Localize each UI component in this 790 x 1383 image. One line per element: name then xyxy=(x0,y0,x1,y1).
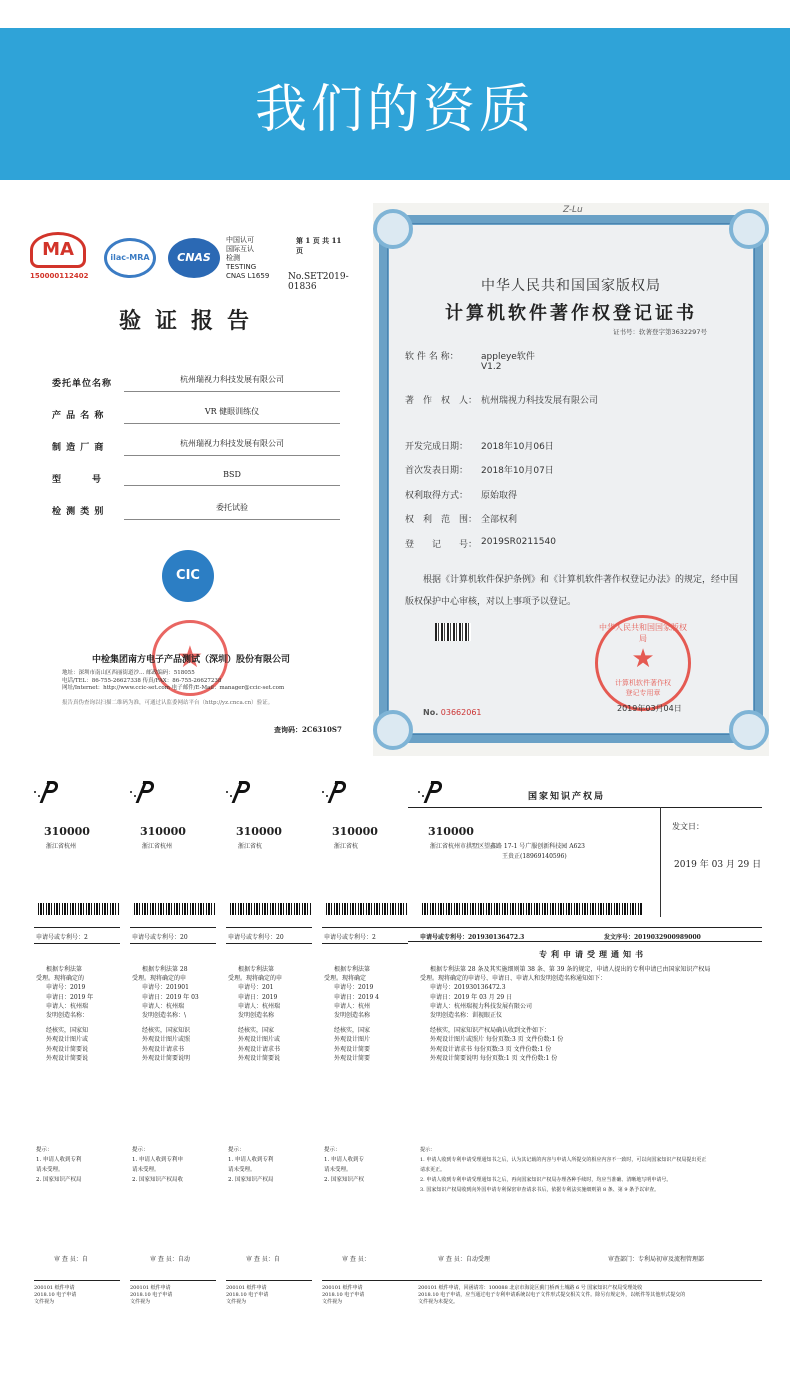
application-number: 申请号或专利号：20 xyxy=(228,934,284,941)
postal-code: 310000 xyxy=(428,825,474,838)
row-label: 型 号 xyxy=(52,475,103,485)
tip-line: 3. 国家知识产权局收到向外国申请专利保密审查请求书后，依据专利法实施细则第 8 条、第 9 条予以审查。 xyxy=(420,1187,660,1193)
application-number: 申请号或专利号：2 xyxy=(36,934,88,941)
address-line: 网址/Internet：http://www.ccic-set.com 电子邮件/E-Mail：manager@ccic-set.com xyxy=(62,685,285,691)
reviewer: 审 查 员：自动 xyxy=(150,1256,190,1263)
notice-tips xyxy=(228,1145,312,1185)
divider xyxy=(130,1280,216,1281)
body-line: 申请号：2019 xyxy=(334,984,374,992)
recipient-address: 浙江省杭 xyxy=(238,843,263,850)
body-line: 外观设计简要 xyxy=(334,1054,371,1062)
ornament-corner-icon xyxy=(373,710,413,750)
body-line: 外观设计请求书 xyxy=(238,1045,281,1053)
divider xyxy=(226,943,312,944)
software-copyright-certificate xyxy=(373,203,769,756)
ornament-corner-icon xyxy=(729,710,769,750)
serial-label: No. xyxy=(423,708,439,717)
tip-line: 请求更正。 xyxy=(420,1167,446,1173)
divider-vertical xyxy=(660,807,661,917)
cnipa-logo-icon xyxy=(224,781,250,805)
row-value: VR 健眼训练仪 xyxy=(124,406,340,424)
body-line: 申请号：201 xyxy=(238,984,274,992)
body-line: 外观设计图片或 xyxy=(46,1036,89,1044)
tip-line: 提示： xyxy=(324,1147,341,1153)
review-department: 审查部门：专利局初审及流程管理部 xyxy=(608,1256,705,1263)
notice-tips xyxy=(36,1145,120,1185)
footer-line: 200101 纸件申请 xyxy=(130,1285,171,1291)
tip-line: 2. 国家知识产权局 xyxy=(228,1177,274,1183)
divider xyxy=(226,927,312,928)
divider xyxy=(322,943,408,944)
patent-barcode-icon xyxy=(38,903,120,915)
patent-acceptance-notice xyxy=(408,773,772,1363)
notice-footer xyxy=(34,1285,76,1306)
tip-line: 提示： xyxy=(132,1147,149,1153)
body-line: 根据专利法第 xyxy=(238,966,275,973)
seal-text: 计算机软件著作权 xyxy=(615,679,671,687)
tip-line: 2. 申请人收到专利申请受理通知书之后，再向国家知识产权局办理各种手续时，均应当准确、清晰地写明申请号。 xyxy=(420,1177,672,1183)
report-note: 报告真伪查询以扫描二维码为准，可通过认监委网站平台（http://yz.cnca.cn）验证。 xyxy=(62,700,274,706)
cnipa-logo-icon xyxy=(416,781,442,805)
row-label: 制 造 厂 商 xyxy=(52,443,105,453)
field-label: 权 利 范 围： xyxy=(405,515,478,525)
divider xyxy=(322,927,408,928)
body-line: 外观设计图片 xyxy=(334,1036,371,1044)
ma-mark-icon: MA xyxy=(30,232,86,268)
footer-line: 2018.10 电子申请 xyxy=(226,1292,269,1298)
cnas-text-line: 国际互认 xyxy=(226,245,254,253)
body-line: 经核实，国家 xyxy=(334,1027,371,1035)
body-line: 受理。现将确定的申 xyxy=(132,975,187,983)
cnas-text-line: 检测 xyxy=(226,254,240,262)
postal-code: 310000 xyxy=(236,825,282,838)
notice-body xyxy=(420,965,772,1063)
body-line: 受理。现将确定的申请号、申请日、申请人和发明创造名称通知如下： xyxy=(420,975,607,983)
body-line: 申请号：201930136472.3 xyxy=(430,984,506,992)
tip-line: 2. 国家知识产权局 xyxy=(36,1177,82,1183)
header-banner xyxy=(0,28,790,180)
field-label: 权利取得方式： xyxy=(405,491,469,501)
body-line: 外观设计图片或 xyxy=(238,1036,281,1044)
divider xyxy=(34,1280,120,1281)
tip-line: 请未受理。 xyxy=(228,1167,256,1173)
reviewer: 审 查 员： xyxy=(342,1256,370,1263)
body-line: 发明创造名称：训视眼正仪 xyxy=(430,1012,503,1020)
footer-line: 200101 纸件申请 xyxy=(226,1285,267,1291)
address-line: 地址：深圳市南山区西丽街道沙… 邮政编码：518055 xyxy=(62,670,195,676)
body-line: 发明创造名称 xyxy=(238,1012,275,1020)
footer-line: 2018.10 电子申请 xyxy=(130,1292,173,1298)
reviewer: 审 查 员：自动受理 xyxy=(438,1256,490,1263)
patent-notice-stacked xyxy=(24,773,120,1363)
footer-line: 文件视为 xyxy=(130,1299,151,1305)
cnas-logo-icon: CNAS xyxy=(168,238,220,278)
postal-code: 310000 xyxy=(140,825,186,838)
body-line: 外观设计简要说 xyxy=(46,1045,89,1053)
body-line: 申请人：杭州瑞 xyxy=(238,1002,281,1010)
body-line: 外观设计简要说明 xyxy=(142,1054,191,1062)
footer-line: 文件视为 xyxy=(322,1299,343,1305)
document-number xyxy=(604,932,701,941)
field-value: appleye软件 xyxy=(481,352,535,362)
footer-line: 2018.10 电子申请，应当通过电子专利申请系统以电子文件形式提交相关文件。除另有规定外，以纸件等其他形式提交的 xyxy=(418,1292,686,1298)
certificate-serial xyxy=(423,708,482,717)
body-line: 受理。现将确定的 xyxy=(36,975,85,983)
footer-line: 200101 纸件申请 xyxy=(322,1285,363,1291)
notice-tips xyxy=(324,1145,408,1185)
seal-arc-text: 中华人民共和国国家版权局 xyxy=(599,623,687,643)
field-label: 首次发表日期： xyxy=(405,466,469,476)
divider xyxy=(322,1280,408,1281)
document-number-value: 发文序号：2019032900989000 xyxy=(604,934,701,941)
body-line: 外观设计请求书 xyxy=(142,1045,185,1053)
reviewer: 审 查 员：自 xyxy=(54,1256,88,1263)
body-line: 外观设计图片或照 xyxy=(142,1036,191,1044)
row-value: BSD xyxy=(124,470,340,486)
notice-tips xyxy=(132,1145,216,1185)
patent-barcode-icon xyxy=(134,903,216,915)
patent-barcode-icon xyxy=(422,903,642,915)
body-line: 经核实，国家知识 xyxy=(142,1027,191,1035)
body-line: 申请日：2019 年 03 xyxy=(142,993,199,1001)
company-address xyxy=(62,670,354,693)
seal-star-icon: ★ xyxy=(631,644,655,674)
cnipa-logo-icon xyxy=(320,781,346,805)
tip-line: 1. 申请人收到专利申请受理通知书之后，认为其记载的内容与申请人所提交的相应内容不一致时，可以向国家知识产权局提出更正 xyxy=(420,1157,707,1163)
tip-line: 请未受理。 xyxy=(132,1167,160,1173)
handwritten-mark: Z-Lu xyxy=(563,205,583,215)
tip-line: 1. 申请人收到专利申 xyxy=(132,1157,183,1163)
recipient-contact: 王贵正(18969140596) xyxy=(502,853,567,860)
tip-line: 提示： xyxy=(420,1147,436,1153)
cnas-text xyxy=(226,236,269,281)
page-info: 第 1 页 共 11 页 xyxy=(296,236,342,255)
certificate-barcode-icon xyxy=(435,623,471,641)
report-row xyxy=(52,498,342,528)
postal-code: 310000 xyxy=(44,825,90,838)
body-line: 外观设计请求书 每份页数:3 页 文件份数:1 份 xyxy=(430,1045,552,1053)
certificate-number: 证书号：软著登字第3632297号 xyxy=(613,328,707,336)
divider xyxy=(408,927,762,928)
divider xyxy=(34,927,120,928)
tip-line: 1. 申请人收到专 xyxy=(324,1157,364,1163)
notice-body xyxy=(324,965,408,1063)
body-line: 外观设计简要说明 每份页数:1 页 文件份数:1 份 xyxy=(430,1054,558,1062)
report-row xyxy=(52,434,342,464)
tip-line: 提示： xyxy=(228,1147,245,1153)
verification-report xyxy=(22,220,360,740)
testing-company-name: 中检集团南方电子产品测试（深圳）股份有限公司 xyxy=(91,655,290,665)
field-label: 软 件 名 称： xyxy=(405,352,459,362)
footer-line: 文件视为 xyxy=(226,1299,247,1305)
seal-text: 登记专用章 xyxy=(625,689,661,697)
ma-logo xyxy=(30,232,88,288)
body-line: 根据专利法第 xyxy=(334,966,371,973)
body-line: 申请日：2019 年 03 月 29 日 xyxy=(430,993,513,1001)
body-line: 经核实，国家知 xyxy=(46,1027,89,1035)
report-row xyxy=(52,466,342,496)
notice-footer xyxy=(322,1285,364,1306)
body-line: 受理。现将确定 xyxy=(324,975,367,983)
cic-logo-icon: CIC xyxy=(162,550,214,602)
body-line: 经核实，国家知识产权局确认收到文件如下： xyxy=(430,1027,551,1035)
reviewer: 审 查 员：自 xyxy=(246,1256,280,1263)
row-value: 杭州瑞视力科技发展有限公司 xyxy=(124,374,340,392)
row-label: 检 测 类 别 xyxy=(52,507,105,517)
body-line: 申请日：2019 4 xyxy=(334,993,379,1001)
field-label: 登 记 号： xyxy=(405,540,478,550)
body-line: 外观设计图片或照片 每份页数:3 页 文件份数:1 份 xyxy=(430,1036,564,1044)
certificate-date: 2019年03月04日 xyxy=(617,704,682,713)
body-line: 申请号：2019 xyxy=(46,984,86,992)
field-value: 2019SR0211540 xyxy=(481,537,556,547)
serial-value: 03662061 xyxy=(440,708,482,717)
notice-body xyxy=(36,965,120,1063)
notice-footer xyxy=(418,1285,685,1306)
body-line: 根据专利法第 xyxy=(46,966,83,973)
field-label: 开发完成日期： xyxy=(405,442,469,452)
divider xyxy=(408,1280,762,1281)
issuing-office: 国家知识产权局 xyxy=(528,792,606,802)
send-date-label: 发文日： xyxy=(672,822,704,831)
field-value: 杭州瑞视力科技发展有限公司 xyxy=(481,396,599,406)
body-line: 根据专利法第 28 条及其实施细则第 38 条、第 39 条的规定，申请人提出的专利申请已由国家知识产权局 xyxy=(430,966,711,973)
address-line: 电话/TEL：86-755-26627338 传真/FAX：86-755-26627238 xyxy=(62,677,222,684)
field-label: 著 作 权 人： xyxy=(405,396,478,406)
recipient-address: 浙江省杭州 xyxy=(46,843,77,850)
field-value: V1.2 xyxy=(481,362,502,372)
row-label: 委托单位名称 xyxy=(52,379,113,389)
footer-line: 2018.10 电子申请 xyxy=(34,1292,77,1298)
divider xyxy=(408,941,762,942)
tip-line: 2. 国家知识产权局收 xyxy=(132,1177,183,1183)
query-code: 查询码：2C6310S7 xyxy=(274,725,342,734)
body-line: 外观设计简要说 xyxy=(46,1054,89,1062)
cnas-text-line: TESTING xyxy=(226,263,257,271)
ornament-corner-icon xyxy=(729,209,769,249)
field-value: 2018年10月07日 xyxy=(481,466,554,476)
patent-barcode-icon xyxy=(230,903,312,915)
notice-footer xyxy=(226,1285,268,1306)
report-logos xyxy=(30,232,350,292)
application-number xyxy=(420,932,524,941)
red-seal-stamp-icon: ★ xyxy=(152,620,228,696)
recipient-address: 浙江省杭州市拱墅区望鑫路 17-1 号广服创新科技园 A623 xyxy=(430,843,585,850)
application-number: 申请号或专利号：2 xyxy=(324,934,376,941)
patent-notice-stacked xyxy=(312,773,408,1363)
report-title: 验证报告 xyxy=(118,309,263,334)
body-line: 发明创造名称： xyxy=(46,1012,89,1020)
footer-line: 200101 纸件申请 xyxy=(34,1285,75,1291)
tip-line: 请未受理。 xyxy=(324,1167,352,1173)
body-line: 受理。现将确定的申 xyxy=(228,975,283,983)
ma-number: 150000112402 xyxy=(30,272,89,280)
certificate-title: 计算机软件著作权登记证书 xyxy=(445,303,697,324)
ornament-corner-icon xyxy=(373,209,413,249)
ilac-mra-logo-icon: ilac-MRA xyxy=(104,238,156,278)
body-line: 申请人：杭州瑞 xyxy=(46,1002,89,1010)
patent-notice-stacked xyxy=(120,773,216,1363)
recipient-address: 浙江省杭 xyxy=(334,843,359,850)
send-date: 2019 年 03 月 29 日 xyxy=(674,860,762,870)
body-line: 申请人：杭州瑞视力科技发展有限公司 xyxy=(430,1002,533,1010)
report-doc-number: No.SET2019-01836 xyxy=(288,272,349,292)
certificate-authority: 中华人民共和国国家版权局 xyxy=(481,278,661,294)
body-line: 发明创造名称 xyxy=(334,1012,371,1020)
tip-line: 提示： xyxy=(36,1147,53,1153)
field-value: 原始取得 xyxy=(481,491,518,501)
divider xyxy=(130,943,216,944)
footer-line: 文件视为 xyxy=(34,1299,55,1305)
application-number-value: 申请号或专利号：201930136472.3 xyxy=(420,934,525,941)
postal-code: 310000 xyxy=(332,825,378,838)
divider xyxy=(34,943,120,944)
body-line: 经核实，国家 xyxy=(238,1027,275,1035)
patent-barcode-icon xyxy=(326,903,408,915)
body-line: 申请人：杭州瑞 xyxy=(142,1002,185,1010)
cnipa-logo-icon xyxy=(128,781,154,805)
recipient-address: 浙江省杭州 xyxy=(142,843,173,850)
row-label: 产 品 名 称 xyxy=(52,411,105,421)
divider xyxy=(408,807,762,808)
notice-body xyxy=(132,965,216,1063)
tip-line: 1. 申请人收到专利 xyxy=(36,1157,82,1163)
report-row xyxy=(52,402,342,432)
body-line: 申请号：201901 xyxy=(142,984,189,992)
notice-tips xyxy=(420,1145,772,1195)
row-value: 杭州瑞视力科技发展有限公司 xyxy=(124,438,340,456)
field-value: 全部权利 xyxy=(481,515,518,525)
row-value: 委托试验 xyxy=(124,502,340,520)
body-line: 申请人：杭州 xyxy=(334,1002,371,1010)
patent-notice-stacked xyxy=(216,773,312,1363)
page-title: 我们的资质 xyxy=(254,79,535,140)
body-line: 发明创造名称：\ xyxy=(142,1012,187,1020)
tip-line: 1. 申请人收到专利 xyxy=(228,1157,274,1163)
cnipa-logo-icon xyxy=(32,781,58,805)
tip-line: 请未受理。 xyxy=(36,1167,64,1173)
footer-line: 2018.10 电子申请 xyxy=(322,1292,365,1298)
tip-line: 2. 国家知识产权 xyxy=(324,1177,364,1183)
copyright-seal-stamp xyxy=(595,615,691,711)
divider xyxy=(130,927,216,928)
body-line: 根据专利法第 28 xyxy=(142,966,188,973)
body-line: 外观设计简要说 xyxy=(238,1054,281,1062)
body-line: 申请日：2019 年 xyxy=(46,993,94,1001)
body-line: 申请日：2019 xyxy=(238,993,278,1001)
notice-body xyxy=(228,965,312,1063)
certificate-paragraph: 根据《计算机软件保护条例》和《计算机软件著作权登记办法》的规定，经中国版权保护中心审核，对以上事项予以登记。 xyxy=(405,575,739,607)
notice-title: 专利申请受理通知书 xyxy=(539,949,647,959)
application-number: 申请号或专利号：20 xyxy=(132,934,188,941)
body-line: 外观设计简要 xyxy=(334,1045,371,1053)
divider xyxy=(226,1280,312,1281)
footer-line: 200101 纸件申请，回函请寄：100088 北京市海淀区蓟门桥西土城路 6 号 国家知识产权局受理处收 xyxy=(418,1285,643,1291)
cnas-text-line: 中国认可 xyxy=(226,236,254,244)
notice-footer xyxy=(130,1285,172,1306)
cnas-text-line: CNAS L1659 xyxy=(226,272,270,280)
report-row xyxy=(52,370,342,400)
field-value: 2018年10月06日 xyxy=(481,442,554,452)
footer-line: 文件视为未提交。 xyxy=(418,1299,459,1305)
